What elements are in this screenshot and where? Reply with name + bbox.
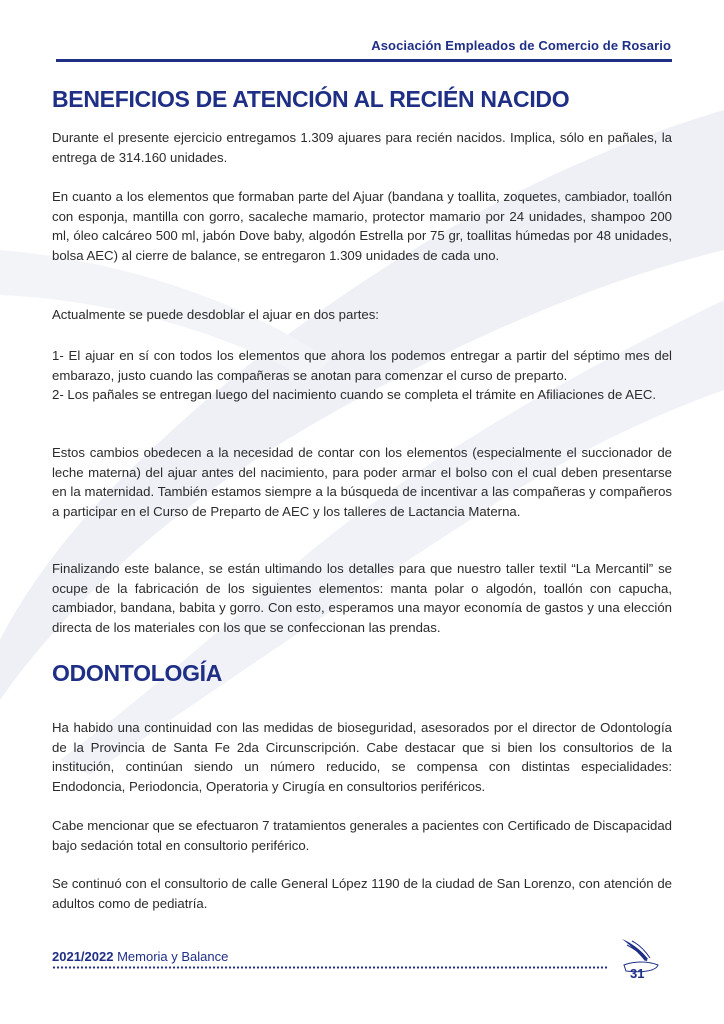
header-organization: Asociación Empleados de Comercio de Rosario bbox=[371, 38, 671, 53]
paragraph: Ha habido una continuidad con las medidas de bioseguridad, asesorados por el director de Odontología de la Provincia de Santa Fe 2da Circunscripción. Cabe destacar que si bien los consultorios de la institución, continúan siendo un número reducido, se compensa con distintas especialidades: Endodoncia, Periodoncia, Operatoria y Cirugía en consultorios periféricos. bbox=[52, 720, 672, 794]
newborn-paragraph-1 bbox=[52, 128, 672, 167]
newborn-paragraph-2 bbox=[52, 187, 672, 265]
dentistry-paragraph-1 bbox=[52, 718, 672, 796]
paragraph: Finalizando este balance, se están ultimando los detalles para que nuestro taller textil “La Mercantil” se ocupe de la fabricación de los siguientes elementos: manta polar o algodón, toallón con capucha, cambiador, bandana, babita y gorro. Con esto, esperamos una mayor economía de gastos y una elección directa de los materiales con los que se confeccionan las prendas. bbox=[52, 561, 672, 635]
newborn-paragraph-3 bbox=[52, 305, 672, 325]
newborn-paragraph-6 bbox=[52, 559, 672, 637]
dentistry-paragraph-2 bbox=[52, 816, 672, 855]
newborn-paragraph-5 bbox=[52, 443, 672, 521]
paragraph: Estos cambios obedecen a la necesidad de contar con los elementos (especialmente el succionador de leche materna) del ajuar antes del nacimiento, para poder armar el bolso con el cual deben presentarse en la maternidad. También estamos siempre a la búsqueda de incentivar a las compañeras y compañeros a participar en el Curso de Preparto de AEC y los talleres de Lactancia Materna. bbox=[52, 445, 672, 519]
header-divider bbox=[56, 59, 672, 62]
footer-dotted-rule bbox=[52, 966, 608, 969]
list-item-1: 1- El ajuar en sí con todos los elementos que ahora los podemos entregar a partir del séptimo mes del embarazo, justo cuando las compañeras se anotan para comenzar el curso de preparto. bbox=[52, 348, 672, 383]
newborn-list bbox=[52, 346, 672, 405]
paragraph: Se continuó con el consultorio de calle General López 1190 de la ciudad de San Lorenzo, con atención de adultos como de pediatría. bbox=[52, 876, 672, 911]
footer-year: 2021/2022 bbox=[52, 949, 114, 964]
section-title-dentistry: ODONTOLOGÍA bbox=[52, 660, 223, 686]
paragraph: Durante el presente ejercicio entregamos 1.309 ajuares para recién nacidos. Implica, sólo en pañales, la entrega de 314.160 unidades. bbox=[52, 130, 672, 165]
paragraph: En cuanto a los elementos que formaban parte del Ajuar (bandana y toallita, zoquetes, cambiador, toallón con esponja, mantilla con gorro, sacaleche mamario, protector mamario por 24 unidades, shampoo 200 ml, óleo calcáreo 500 ml, jabón Dove baby, algodón Estrella por 75 gr, toallitas húmedas por 48 unidades, bolsa AEC) al cierre de balance, se entregaron 1.309 unidades de cada uno. bbox=[52, 189, 672, 263]
section-title-newborn: BENEFICIOS DE ATENCIÓN AL RECIÉN NACIDO bbox=[52, 86, 570, 112]
dentistry-paragraph-3 bbox=[52, 874, 672, 913]
footer-label-text: Memoria y Balance bbox=[117, 949, 229, 964]
paragraph: Cabe mencionar que se efectuaron 7 tratamientos generales a pacientes con Certificado de Discapacidad bajo sedación total en consultorio periférico. bbox=[52, 818, 672, 853]
list-item-2: 2- Los pañales se entregan luego del nacimiento cuando se completa el trámite en Afiliaciones de AEC. bbox=[52, 387, 657, 403]
paragraph: Actualmente se puede desdoblar el ajuar en dos partes: bbox=[52, 307, 379, 322]
section-newborn-benefits bbox=[52, 86, 672, 113]
footer-title bbox=[52, 949, 228, 964]
page-number: 31 bbox=[630, 966, 645, 981]
section-dentistry bbox=[52, 660, 672, 687]
